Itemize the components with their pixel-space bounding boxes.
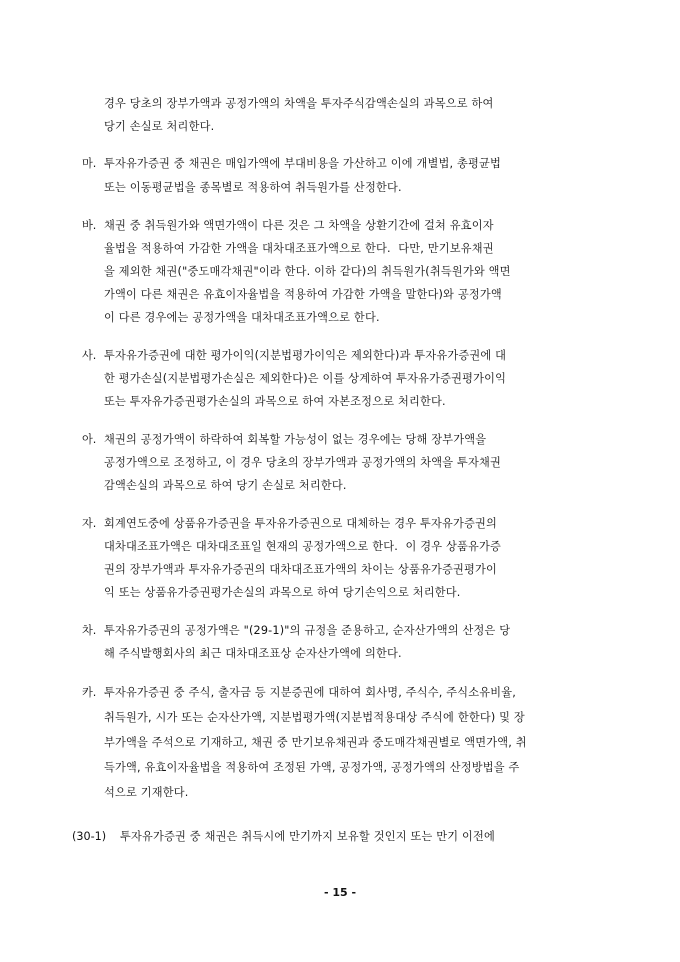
text-line: 해 주식발행회사의 최근 대차대조표상 순자산가액에 의한다. [104, 647, 402, 660]
text-line: 또는 투자유가증권평가손실의 과목으로 하여 자본조정으로 처리한다. [104, 395, 446, 408]
text-line: 또는 이동평균법을 종목별로 적용하여 취득원가를 산정한다. [104, 181, 402, 194]
text-line: 채권의 공정가액이 하락하여 회복할 가능성이 없는 경우에는 당해 장부가액을 [104, 433, 487, 446]
text-line: 투자유가증권의 공정가액은 "(29-1)"의 규정을 준용하고, 순자산가액의 산정은 당 [104, 624, 511, 637]
text-line: 투자유가증권 중 주식, 출자금 등 지분증권에 대하여 회사명, 주식수, 주식소유비율, [104, 686, 517, 699]
text-line: 당기 손실로 처리한다. [104, 120, 215, 133]
item-marker: 카. [82, 686, 97, 699]
item-marker: 아. [82, 433, 97, 446]
section-marker: (30-1) [72, 830, 107, 843]
text-line: 경우 당초의 장부가액과 공정가액의 차액을 투자주식감액손실의 과목으로 하여 [104, 97, 494, 110]
text-line: 취득원가, 시가 또는 순자산가액, 지분법평가액(지분법적용대상 주식에 한한다) 및 장 [104, 711, 525, 724]
text-line: 대차대조표가액은 대차대조표일 현재의 공정가액으로 한다. 이 경우 상품유가증 [104, 540, 502, 553]
text-line: 공정가액으로 조정하고, 이 경우 당초의 장부가액과 공정가액의 차액을 투자채권 [104, 456, 502, 469]
text-line: 투자유가증권 중 채권은 매입가액에 부대비용을 가산하고 이에 개별법, 총평균법 [104, 157, 502, 170]
text-line: 익 또는 상품유가증권평가손실의 과목으로 하여 당기손익으로 처리한다. [104, 586, 461, 599]
item-marker: 사. [82, 349, 97, 362]
text-line: 득가액, 유효이자율법을 적용하여 조정된 가액, 공정가액, 공정가액의 산정방법을 주 [104, 761, 520, 774]
text-line: 이 다른 경우에는 공정가액을 대차대조표가액으로 한다. [104, 311, 380, 324]
text-line: 한 평가손실(지분법평가손실은 제외한다)은 이를 상계하여 투자유가증권평가이익 [104, 372, 507, 385]
item-marker: 바. [82, 219, 97, 232]
text-line: 석으로 기재한다. [104, 786, 189, 799]
text-line: 가액이 다른 채권은 유효이자율법을 적용하여 가감한 가액을 말한다)와 공정가액 [104, 288, 502, 301]
text-line: 권의 장부가액과 투자유가증권의 대차대조표가액의 차이는 상품유가증권평가이 [104, 563, 498, 576]
item-marker: 마. [82, 157, 97, 170]
text-line: 감액손실의 과목으로 하여 당기 손실로 처리한다. [104, 479, 347, 492]
text-line: 부가액을 주석으로 기재하고, 채권 중 만기보유채권과 중도매각채권별로 액면가액, 취 [104, 736, 527, 749]
text-line: 투자유가증권 중 채권은 취득시에 만기까지 보유할 것인지 또는 만기 이전에 [120, 830, 496, 843]
item-marker: 자. [82, 517, 97, 530]
item-marker: 차. [82, 624, 97, 637]
text-line: 채권 중 취득원가와 액면가액이 다른 것은 그 차액을 상환기간에 걸쳐 유효이자 [104, 219, 494, 232]
text-line: 투자유가증권에 대한 평가이익(지분법평가이익은 제외한다)과 투자유가증권에 대 [104, 349, 507, 362]
page-number: - 15 - [323, 886, 357, 899]
text-line: 회계연도중에 상품유가증권을 투자유가증권으로 대체하는 경우 투자유가증권의 [104, 517, 498, 530]
text-line: 율법을 적용하여 가감한 가액을 대차대조표가액으로 한다. 다만, 만기보유채권 [104, 242, 494, 255]
text-line: 을 제외한 채권("중도매각채권"이라 한다. 이하 같다)의 취득원가(취득원가와 액면 [104, 265, 511, 278]
